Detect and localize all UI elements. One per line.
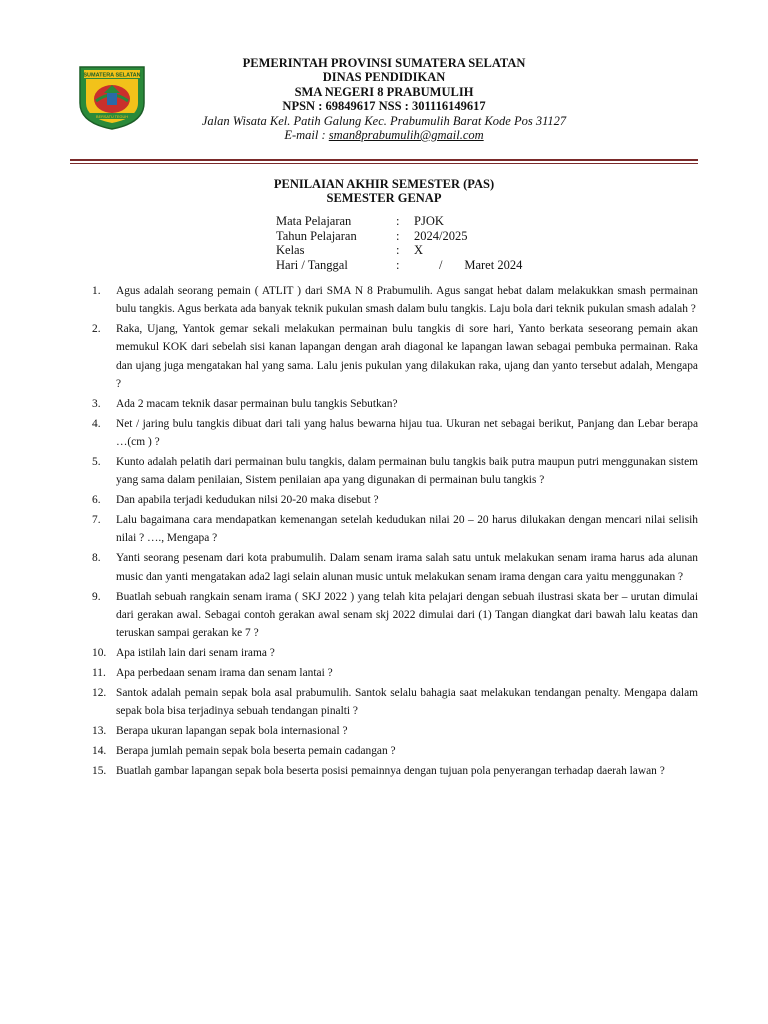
info-value: 2024/2025	[414, 228, 468, 243]
question-number: 2.	[92, 323, 101, 336]
email-label: E-mail :	[284, 128, 329, 143]
question-number: 8.	[92, 552, 101, 565]
question-text: Buatlah gambar lapangan sepak bola beserta posisi pemainnya dengan tujuan pola penyerangan terhadap daerah lawan ?	[116, 764, 665, 777]
question-text: Buatlah sebuah rangkain senam irama ( SKJ 2022 ) yang telah kita pelajari dengan sebuah ilustrasi skata ber – urutan dimulai dari gerakan awal. Sebagai contoh gerakan awal senam skj 2022 dimulai dari (1) Tangan diangkat dari bawah lalu keatas dan teruskan sampai gerakan ke 7 ?	[116, 590, 698, 640]
question-text: Agus adalah seorang pemain ( ATLIT ) dari SMA N 8 Prabumulih. Agus sangat hebat dalam melakukkan smash permainan bulu tangkis. Agus berkata ada banyak teknik pukulan smash dalam bulu tangkis. Laju bola dari teknik pukulan smash adalah ?	[116, 285, 698, 316]
question-text: Raka, Ujang, Yantok gemar sekali melakukan permainan bulu tangkis di sore hari, Yanto berkata seseorang pemain akan memukul KOK dari sebelah sisi kanan lapangan dengan arah diagonal ke lapangan lawan sebagai pembuka permainan. Raka dan ujang juga mengatakan hal yang sama. Lalu jenis pukulan yang dilakukan raka, ujang dan yanto tersebut adalah, Mengapa ?	[116, 323, 698, 391]
question-text: Apa perbedaan senam irama dan senam lantai ?	[116, 666, 333, 679]
question-item	[92, 644, 698, 662]
header-divider-thick	[70, 159, 698, 161]
info-row-subject	[276, 214, 522, 229]
info-colon: :	[396, 243, 400, 257]
question-item	[92, 491, 698, 509]
info-colon: :	[396, 257, 400, 272]
question-number: 3.	[92, 397, 101, 410]
question-item	[92, 395, 698, 413]
question-item	[92, 511, 698, 548]
question-text: Ada 2 macam teknik dasar permainan bulu tangkis Sebutkan?	[116, 397, 398, 410]
question-text: Berapa ukuran lapangan sepak bola internasional ?	[116, 724, 348, 737]
letterhead-agency: DINAS PENDIDIKAN	[322, 70, 446, 85]
info-colon: :	[396, 214, 400, 228]
question-text: Kunto adalah pelatih dari permainan bulu tangkis, dalam permainan bulu tangkis baik putra maupun putri menggunakan sistem yang sama dalam penilaian, Sistem penilaian apa yang digunakan di permainan bulu tangkis ?	[116, 456, 698, 487]
question-item	[92, 588, 698, 643]
info-row-date	[276, 258, 522, 273]
info-colon: :	[396, 228, 400, 243]
logo-bottom-text: BERSATU TEGUH	[96, 115, 128, 119]
question-text: Dan apabila terjadi kedudukan nilsi 20-20 maka disebut ?	[116, 494, 379, 507]
question-number: 14.	[92, 744, 107, 757]
info-value: X	[414, 243, 424, 257]
question-item	[92, 664, 698, 682]
info-row-year	[276, 229, 522, 244]
info-key: Hari / Tanggal	[276, 257, 348, 272]
question-number: 5.	[92, 456, 101, 469]
letterhead-npsn: NPSN : 69849617 NSS : 301116149617	[282, 99, 486, 114]
letterhead	[150, 56, 618, 142]
letterhead-email-line	[150, 128, 618, 142]
letterhead-government: PEMERINTAH PROVINSI SUMATERA SELATAN	[242, 56, 526, 70]
question-item	[92, 453, 698, 490]
header-divider-thin	[70, 163, 698, 164]
question-number: 12.	[92, 686, 107, 699]
logo-top-text: SUMATERA SELATAN	[83, 72, 141, 79]
question-number: 4.	[92, 417, 101, 430]
exam-title-line1: PENILAIAN AKHIR SEMESTER (PAS)	[273, 177, 495, 191]
question-text: Apa istilah lain dari senam irama ?	[116, 646, 275, 659]
question-item	[92, 742, 698, 760]
question-number: 10.	[92, 646, 107, 659]
question-item	[92, 762, 698, 780]
question-number: 15.	[92, 764, 107, 777]
question-number: 1.	[92, 285, 101, 297]
letterhead-school-name: SMA NEGERI 8 PRABUMULIH	[294, 84, 474, 99]
question-item	[92, 320, 698, 393]
info-key: Kelas	[276, 243, 305, 257]
question-item	[92, 722, 698, 740]
question-text: Yanti seorang pesenam dari kota prabumulih. Dalam senam irama salah satu untuk melakukan senam irama harus ada alunan music dan yanti mengatakan ada2 lagi selain alunan music untuk melakukan senam irama dengan cara yaitu menggunakan ?	[116, 552, 698, 583]
letterhead-address: Jalan Wisata Kel. Patih Galung Kec. Prabumulih Barat Kode Pos 31127	[201, 113, 567, 128]
info-value: / Maret 2024	[414, 257, 523, 272]
email-link[interactable]: sman8prabumulih@gmail.com	[328, 128, 484, 143]
question-item	[92, 549, 698, 586]
question-text: Lalu bagaimana cara mendapatkan kemenangan setelah kedudukan nilai 20 – 20 harus dilukakan dengan mencari nilai selisih nilai ? …., Mengapa ?	[116, 514, 698, 545]
question-text: Santok adalah pemain sepak bola asal prabumulih. Santok selalu bahagia saat melakukan tendangan penalty. Mengapa dalam sepak bola bisa terjadinya sebuah tendangan pinalti ?	[116, 686, 698, 718]
question-item	[92, 684, 698, 721]
question-item	[92, 282, 698, 319]
question-text: Net / jaring bulu tangkis dibuat dari tali yang halus bewarna hijau tua. Ukuran net sebagai berikut, Panjang dan Lebar berapa …(cm ) ?	[116, 417, 698, 449]
exam-title-line2: SEMESTER GENAP	[326, 190, 442, 205]
question-number: 9.	[92, 590, 101, 603]
info-row-class	[276, 243, 522, 258]
info-key: Tahun Pelajaran	[276, 228, 357, 243]
info-value: PJOK	[414, 214, 444, 228]
question-number: 7.	[92, 514, 101, 527]
question-text: Berapa jumlah pemain sepak bola beserta pemain cadangan ?	[116, 744, 396, 757]
exam-title	[0, 178, 768, 205]
province-emblem-logo	[74, 63, 150, 131]
question-list	[92, 282, 698, 782]
question-number: 11.	[92, 666, 106, 679]
question-number: 6.	[92, 494, 101, 507]
info-key: Mata Pelajaran	[276, 214, 352, 228]
exam-info	[276, 214, 522, 272]
question-number: 13.	[92, 724, 107, 737]
question-item	[92, 415, 698, 452]
